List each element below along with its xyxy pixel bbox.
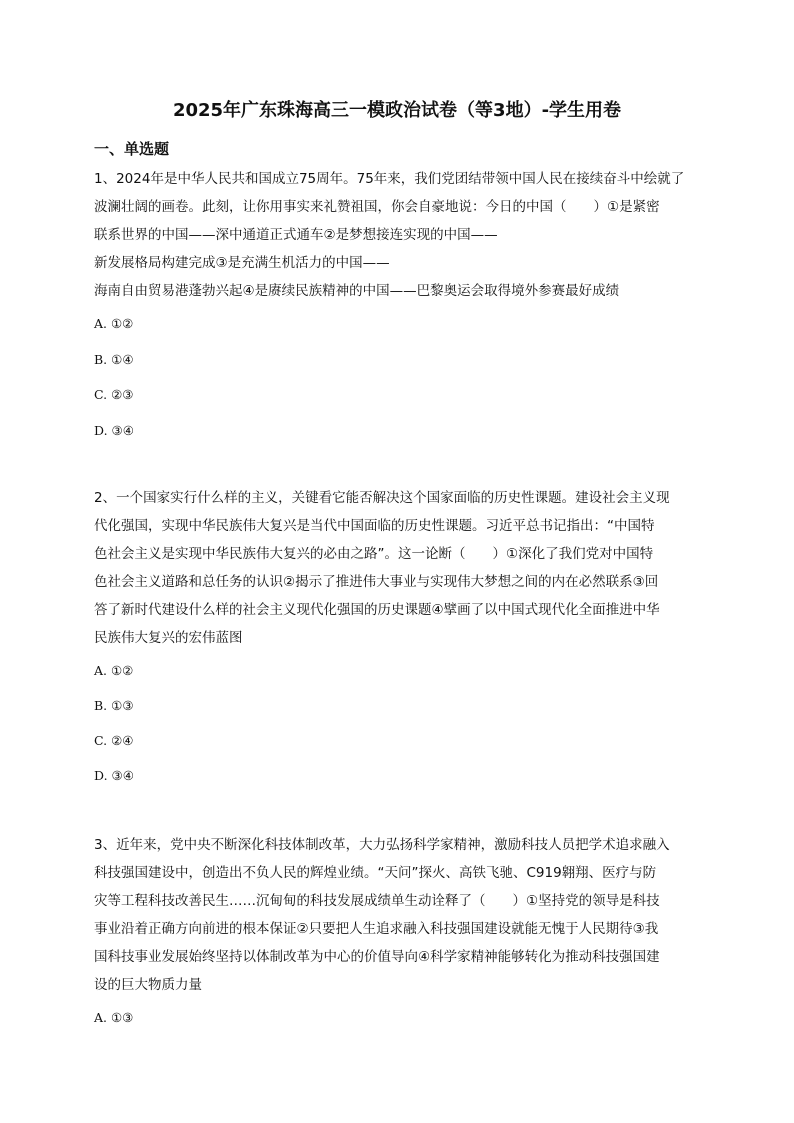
question-line: 设的巨大物质力量 — [94, 977, 202, 993]
question-2-option-c: C. ②④ — [94, 733, 134, 748]
question-line: 事业沿着正确方向前进的根本保证②只要把人生追求融入科技强国建设就能无愧于人民期待③我 — [94, 921, 659, 937]
question-line: 答了新时代建设什么样的社会主义现代化强国的历史课题④擘画了以中国式现代化全面推进中华 — [94, 602, 660, 618]
question-line: 民族伟大复兴的宏伟蓝图 — [94, 630, 243, 646]
question-line: 科技强国建设中，创造出不负人民的辉煌业绩。“天问”探火、高铁飞驰、C919翱翔、医疗与防 — [94, 865, 657, 881]
question-line: 联系世界的中国——深中通道正式通车②是梦想接连实现的中国—— — [94, 227, 498, 243]
question-line: 色社会主义是实现中华民族伟大复兴的必由之路”。这一论断（ ）①深化了我们党对中国特 — [94, 546, 654, 562]
question-line: 海南自由贸易港蓬勃兴起④是赓续民族精神的中国——巴黎奥运会取得境外参赛最好成绩 — [94, 283, 620, 299]
question-line: 灾等工程科技改善民生……沉甸甸的科技发展成绩单生动诠释了（ ）①坚持党的领导是科技 — [94, 893, 660, 909]
question-line: 色社会主义道路和总任务的认识②揭示了推进伟大事业与实现伟大梦想之间的内在必然联系③回 — [94, 574, 659, 590]
question-1-option-d: D. ③④ — [94, 423, 134, 438]
question-1-option-a: A. ①② — [94, 316, 134, 331]
section-heading: 一、单选题 — [94, 140, 170, 158]
question-1 — [94, 165, 704, 305]
question-2-option-b: B. ①③ — [94, 698, 134, 713]
question-line: 新发展格局构建完成③是充满生机活力的中国—— — [94, 255, 390, 271]
question-3-option-a: A. ①③ — [94, 1010, 134, 1025]
question-line: 3、近年来，党中央不断深化科技体制改革，大力弘扬科学家精神，激励科技人员把学术追求融入 — [94, 837, 670, 853]
question-2-option-d: D. ③④ — [94, 768, 134, 783]
page-title: 2025年广东珠海高三一模政治试卷（等3地）-学生用卷 — [172, 100, 622, 121]
question-1-option-b: B. ①④ — [94, 352, 134, 367]
question-line: 国科技事业发展始终坚持以体制改革为中心的价值导向④科学家精神能够转化为推动科技强国建 — [94, 949, 660, 965]
question-2-option-a: A. ①② — [94, 663, 134, 678]
question-line: 1、2024年是中华人民共和国成立75周年。75年来，我们党团结带领中国人民在接续奋斗中绘就了 — [94, 171, 685, 187]
question-3 — [94, 831, 704, 999]
question-line: 2、一个国家实行什么样的主义，关键看它能否解决这个国家面临的历史性课题。建设社会主义现 — [94, 490, 670, 506]
question-line: 波澜壮阔的画卷。此刻，让你用事实来礼赞祖国，你会自豪地说：今日的中国（ ）①是紧密 — [94, 199, 660, 215]
question-1-option-c: C. ②③ — [94, 387, 134, 402]
question-2 — [94, 484, 704, 652]
question-line: 代化强国，实现中华民族伟大复兴是当代中国面临的历史性课题。习近平总书记指出：“中国特 — [94, 518, 655, 534]
